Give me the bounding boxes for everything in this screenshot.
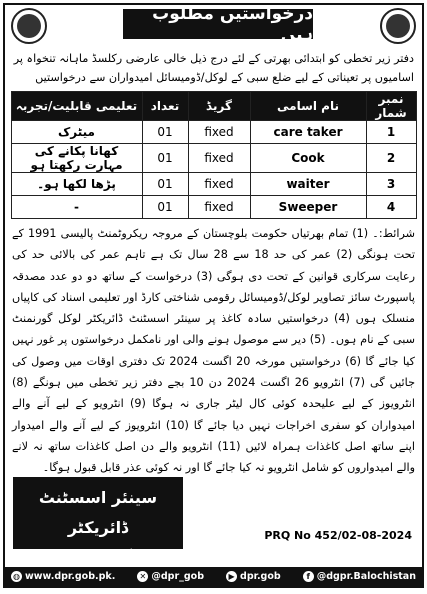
signature-office: لوکل گورنمنٹ سبی (19, 548, 177, 567)
row-grade: fixed (188, 121, 250, 144)
footer-bar (5, 567, 422, 586)
header-post-name: نام اسامی (250, 92, 366, 121)
facebook-handle: @dgpr.Balochistan (316, 571, 416, 582)
row-count: 01 (142, 196, 188, 219)
row-qualification: میٹرک (11, 121, 142, 144)
table-row (11, 144, 416, 173)
facebook-icon: f (303, 571, 314, 582)
intro-paragraph: دفتر زیر تخطی کو ابتدائی بھرتی کے لئے درج ذیل خالی عارضی رکلسڈ ماہانہ تنخواہ پر اسامیوں پر تعیناتی کے لیے ضلع سبی کے لوکل/ڈومیسائل امیدواران سے درخواستیں (13, 52, 414, 84)
youtube-icon: ▶ (226, 571, 237, 582)
footer-facebook[interactable] (303, 571, 416, 582)
twitter-icon: ✕ (137, 571, 148, 582)
dpr-logo-emblem (17, 14, 41, 38)
header-count: تعداد (142, 92, 188, 121)
row-count: 01 (142, 144, 188, 173)
seal-emblem (386, 14, 410, 38)
advertisement-page (3, 3, 424, 588)
row-serial-no: 3 (366, 173, 416, 196)
row-serial-no: 2 (366, 144, 416, 173)
row-count: 01 (142, 121, 188, 144)
globe-icon: ◍ (11, 571, 22, 582)
vacancies-table (11, 91, 417, 219)
footer-twitter[interactable] (137, 571, 204, 582)
row-grade: fixed (188, 173, 250, 196)
footer-youtube[interactable] (226, 571, 281, 582)
row-post-name: waiter (250, 173, 366, 196)
table-row (11, 173, 416, 196)
conditions-paragraph: شرائط:۔ (1) تمام بھرتیاں حکومت بلوچستان کے مروجہ ریکروٹمنٹ پالیسی 1991 کے تحت ہونگی (2) عمر کی حد 18 سے 28 سال تک ہے تاہم عمر کی بالائی حد کی رعایت سرکاری قوانین کے تحت دی ہوگی (3) درخواست کے ساتھ دو دو عدد مصدقہ پاسپورٹ سائز تصاویر لوکل/ڈومیسائل رقومی شناختی کارڈ اور تعلیمی اسناد کی کاپیاں منسلک ہوں (4) درخواستیں سادہ کاغذ پر سینئر اسسٹنٹ ڈائریکٹر لوکل گورنمنٹ سبی کے نام ہوں۔ (5) دیر سے موصول ہونے والی اور نامکمل درخواستوں پر غور نہیں کیا جائے گا (6) درخواستیں مورخہ 20 اگست 2024 تک دفتری اوقات میں وصول کی جائیں گی (7) انٹرویو 26 اگست 2024 دن 10 بجے دفتر زیر تخطی میں ہونگے (8) انٹرویوز کے لیے علیحدہ کوئی کال لیٹر جاری نہ ہوگا (9) انٹرویو کے لیے آنے والے امیدواران کو سفری اخراجات نہیں دیا جائے گا (10) انٹرویوز کے لیے آنے والے امیدوار اپنے ساتھ اصل کاغذات ہمراہ لائیں (11) انٹرویو والے دن اصل کاغذات ساتھ نہ لانے والے امیدواروں کو شامل انٹرویو نہ کیا جائے گا اور نہ کوئی عذر قابل قبول ہوگا۔ (12, 227, 416, 475)
row-post-name: care taker (250, 121, 366, 144)
row-serial-no: 4 (366, 196, 416, 219)
row-qualification: پڑھا لکھا ہو۔ (11, 173, 142, 196)
row-qualification: - (11, 196, 142, 219)
website-text: www.dpr.gob.pk. (25, 571, 116, 582)
government-seal-logo (380, 8, 416, 44)
footer-website[interactable] (11, 571, 115, 582)
table-row (11, 196, 416, 219)
twitter-handle: @dpr_gob (151, 571, 205, 582)
row-serial-no: 1 (366, 121, 416, 144)
header (5, 5, 422, 47)
signature-block (13, 477, 183, 567)
row-grade: fixed (188, 196, 250, 219)
youtube-handle: dpr.gob (240, 571, 281, 582)
page-title: درخواستیں مطلوب ہیں (123, 9, 313, 39)
header-qualification: تعلیمی قابلیت/تجربہ (11, 92, 142, 121)
dpr-logo (11, 8, 47, 44)
row-grade: fixed (188, 144, 250, 173)
table-header-row (11, 92, 416, 121)
row-qualification: کھانا پکانے کی مہارت رکھتا ہو (11, 144, 142, 173)
header-grade: گریڈ (188, 92, 250, 121)
prq-number: PRQ No 452/02-08-2024 (264, 529, 412, 542)
row-post-name: Sweeper (250, 196, 366, 219)
signature-title: سینئر اسسٹنٹ ڈائریکٹر (38, 488, 158, 537)
header-serial-no: نمبر شمار (366, 92, 416, 121)
row-count: 01 (142, 173, 188, 196)
row-post-name: Cook (250, 144, 366, 173)
table-row (11, 121, 416, 144)
